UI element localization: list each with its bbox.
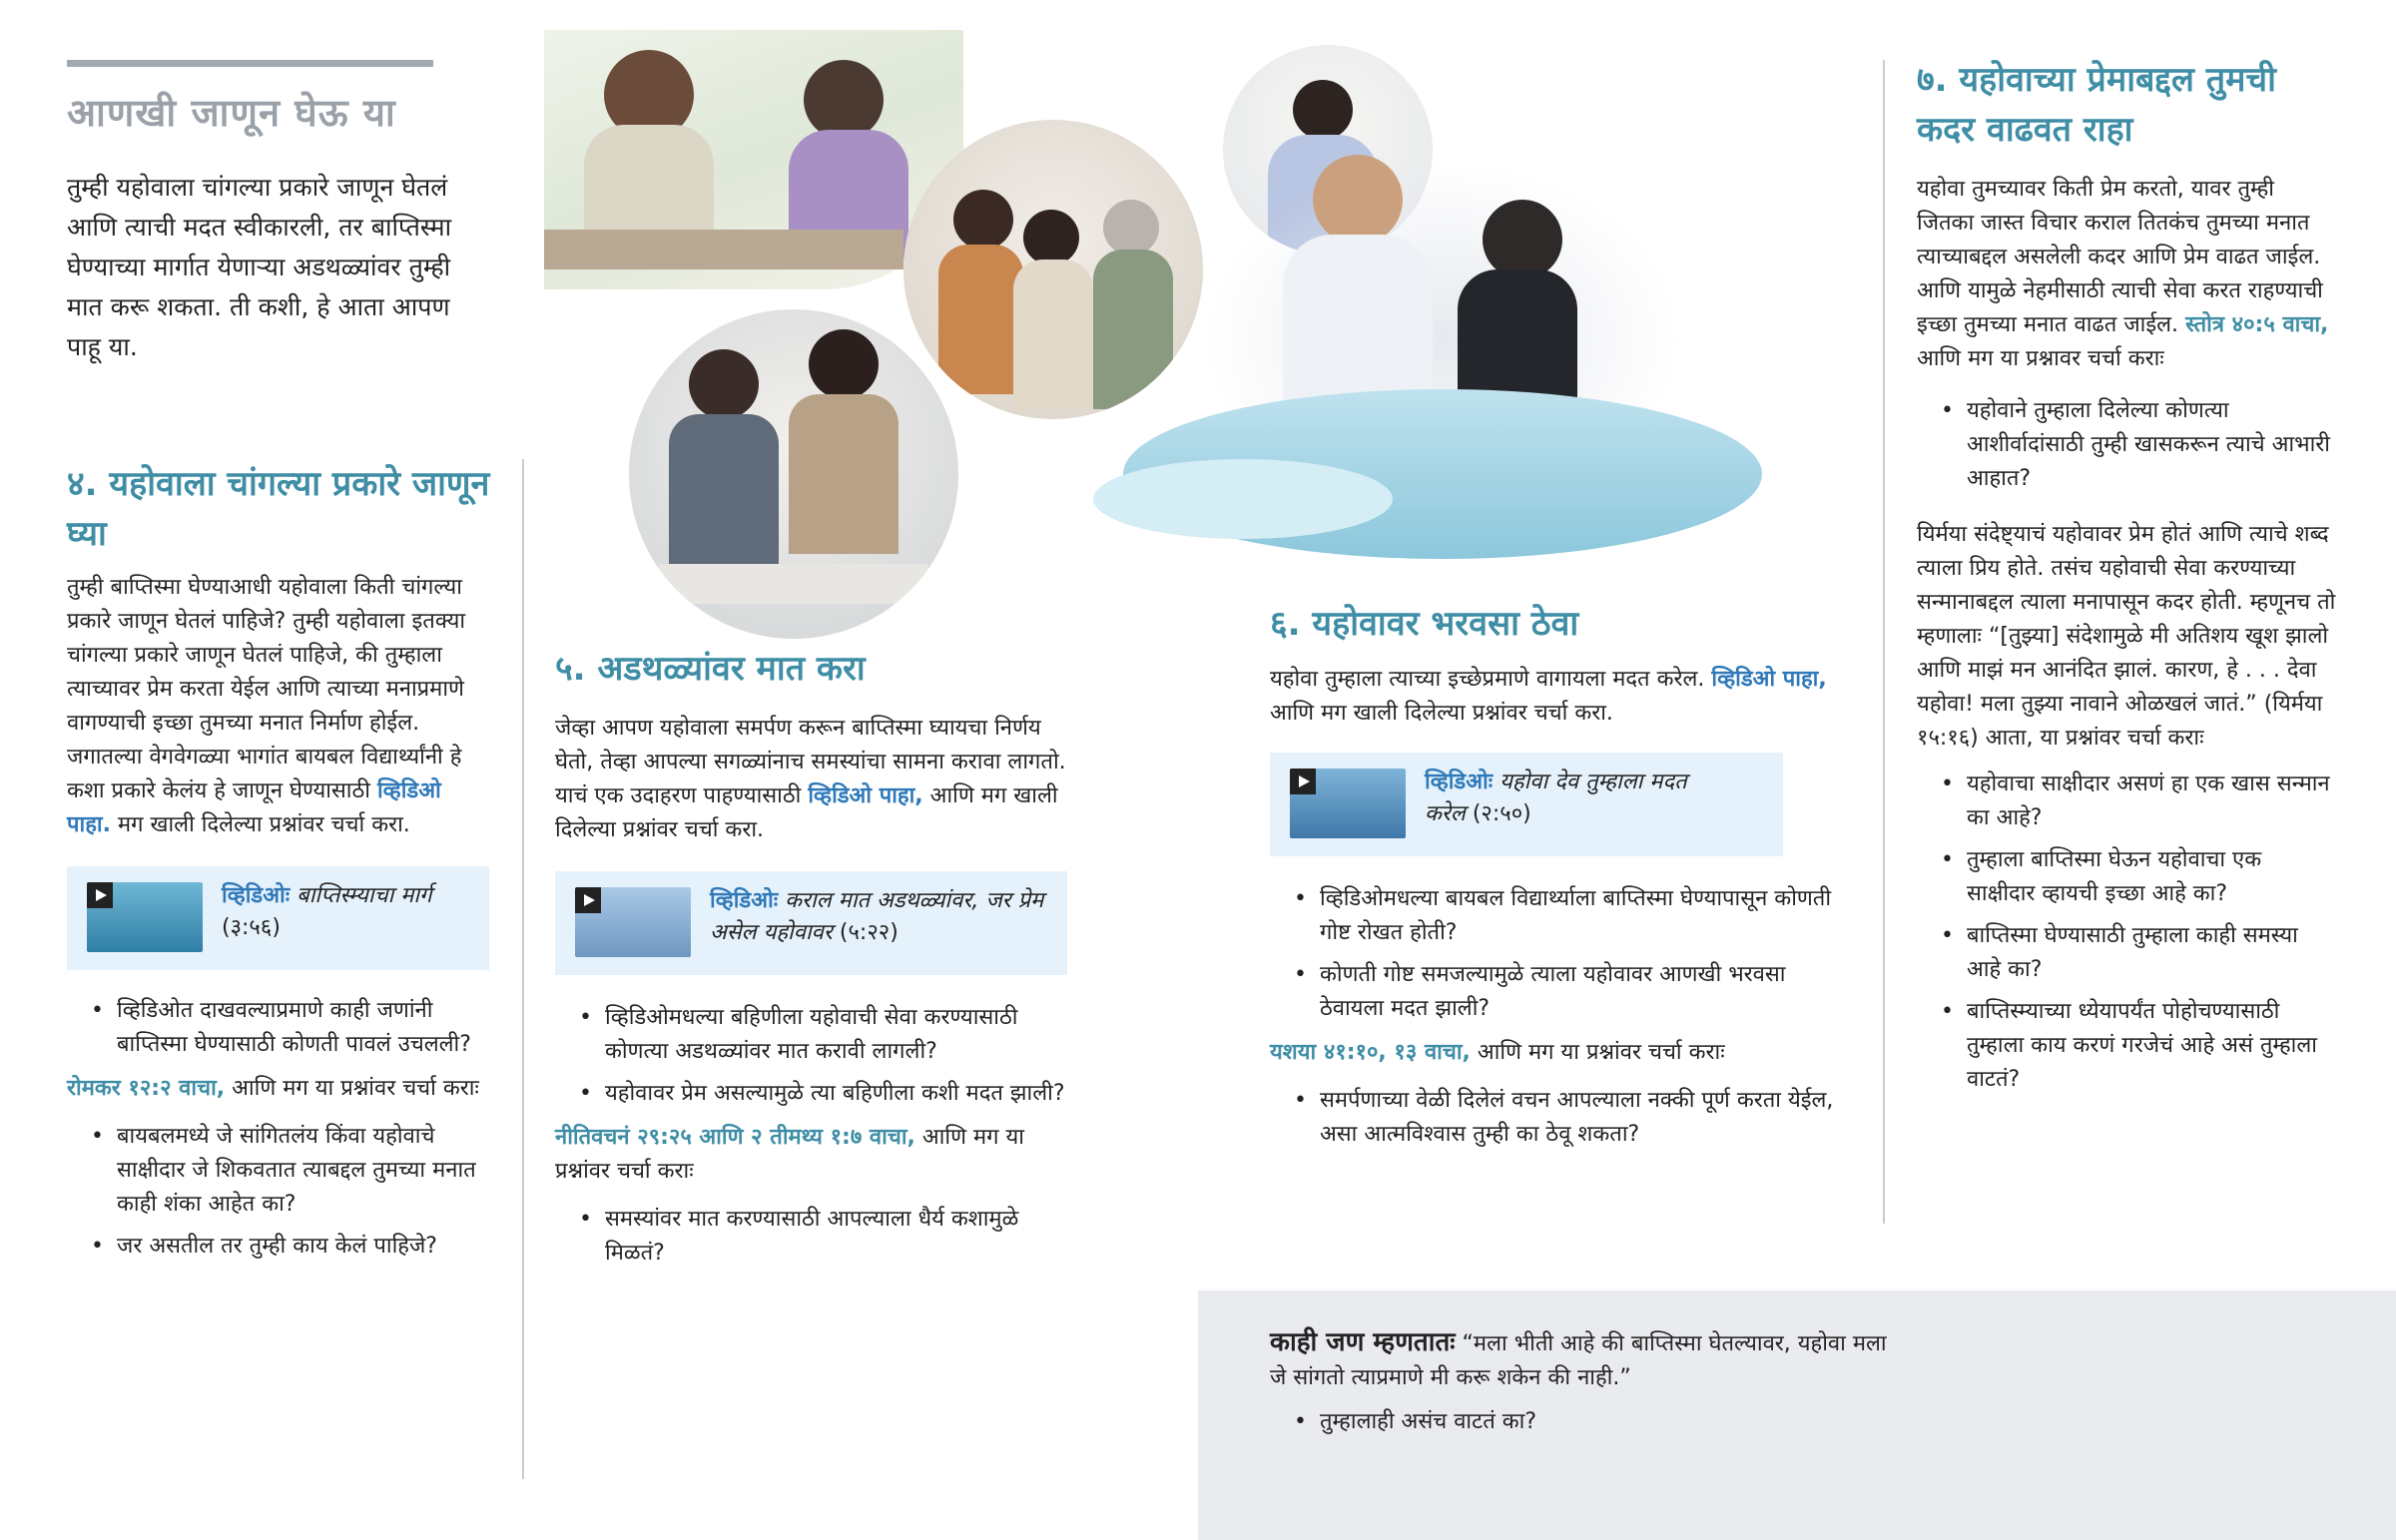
video-label: व्हिडिओः — [1425, 770, 1494, 794]
section-4-video-text — [222, 880, 471, 944]
some-say-quote: “मला भीती आहे की बाप्तिस्मा घेतल्यावर, यहोवा मला जे सांगतो त्याप्रमाणे मी करू शकेन की नाही.” — [1270, 1331, 1887, 1390]
play-icon[interactable] — [575, 887, 601, 913]
question-item: • व्हिडिओमधल्या बायबल विद्यार्थ्याला बाप्तिस्मा घेण्यापासून कोणती गोष्ट रोखत होती? — [1270, 882, 1849, 950]
section-7-questions-2 — [1917, 768, 2336, 1097]
section-5-title: ५. अडथळ्यांवर मात करा — [555, 649, 866, 689]
video-title: बाप्तिस्म्याचा मार्ग — [297, 883, 432, 908]
section-6-text: यहोवा तुम्हाला त्याच्या इच्छेप्रमाणे वागायला मदत करेल. — [1270, 667, 1705, 692]
some-say-content — [1270, 1325, 1909, 1447]
section-4-questions-1 — [67, 994, 491, 1062]
section-7-questions-1 — [1917, 394, 2336, 496]
video-title: यहोवा देव तुम्हाला मदत करेल — [1425, 770, 1687, 826]
illustration-collage — [544, 30, 1782, 609]
some-say-label: काही जण म्हणतातः — [1270, 1327, 1456, 1357]
section-5-text-after: आणि मग खाली दिलेल्या प्रश्नांवर चर्चा करा. — [555, 783, 1058, 842]
section-5-scripture-line — [555, 1121, 1079, 1189]
section-6-scripture-after: आणि मग या प्रश्नांवर चर्चा कराः — [1477, 1040, 1725, 1065]
section-7-title: ७. यहोवाच्या प्रेमाबद्दल तुमची कदर वाढवत राहा — [1917, 60, 2276, 150]
play-icon[interactable] — [1290, 769, 1316, 794]
section-4-questions-2 — [67, 1120, 491, 1264]
video-title: कराल मात अडथळ्यांवर, जर प्रेम असेल यहोवावर — [710, 888, 1044, 945]
section-4-scripture-line — [67, 1072, 491, 1106]
section-5-text: जेव्हा आपण यहोवाला समर्पण करून बाप्तिस्मा घ्यायचा निर्णय घेतो, तेव्हा आपल्या सगळ्यांनाच समस्यांचा सामना करावा लागतो. याचं एक उदाहरण पाहण्यासाठी — [555, 716, 1066, 808]
section-5-scripture[interactable]: नीतिवचनं २९:२५ आणि २ तीमथ्य १:७ वाचा, — [555, 1125, 915, 1150]
question-item: • जर असतील तर तुम्ही काय केलं पाहिजे? — [67, 1230, 491, 1264]
section-7-scripture-link[interactable]: स्तोत्र ४०:५ वाचा, — [2185, 312, 2329, 337]
section-4-scripture[interactable]: रोमकर १२:२ वाचा, — [67, 1076, 226, 1101]
video-label: व्हिडिओः — [710, 888, 779, 913]
question-item: • बाप्तिस्म्याच्या ध्येयापर्यंत पोहोचण्यासाठी तुम्हाला काय करणं गरजेचं आहे असं तुम्हाला वाटतं? — [1917, 995, 2336, 1097]
section-4-body — [67, 571, 491, 842]
section-6-questions-1 — [1270, 882, 1849, 1026]
section-6 — [1270, 599, 1849, 1160]
section-4 — [67, 459, 491, 1272]
section-7-paragraph-2 — [1917, 518, 2336, 756]
section-5-body — [555, 712, 1079, 847]
question-item: • यहोवाने तुम्हाला दिलेल्या कोणत्या आशीर्वादांसाठी तुम्ही खासकरून त्याचे आभारी आहात? — [1917, 394, 2336, 496]
section-4-text-after: मग खाली दिलेल्या प्रश्नांवर चर्चा करा. — [117, 812, 410, 837]
play-icon[interactable] — [87, 882, 113, 908]
section-6-scripture-line — [1270, 1036, 1849, 1070]
study-image — [544, 30, 963, 289]
section-7-text-after: आणि मग या प्रश्नावर चर्चा कराः — [1917, 346, 2164, 371]
section-5-questions-2 — [555, 1203, 1079, 1271]
question-item: • व्हिडिओमधल्या बहिणीला यहोवाची सेवा करण्यासाठी कोणत्या अडथळ्यांवर मात करावी लागली? — [555, 1001, 1079, 1069]
question-item: • तुम्हालाही असंच वाटतं का? — [1270, 1405, 1909, 1439]
section-5-questions-1 — [555, 1001, 1079, 1111]
section-6-body — [1270, 663, 1849, 731]
video-duration: (३:५६) — [222, 915, 281, 940]
intro-paragraph — [67, 168, 486, 367]
intro-text: तुम्ही यहोवाला चांगल्या प्रकारे जाणून घेतलं आणि त्याची मदत स्वीकारली, तर बाप्तिस्मा घेण्याच्या मार्गात येणाऱ्या अडथळ्यांवर तुम्ही मात करू शकता. ती कशी, हे आता आपण पाहू या. — [67, 173, 452, 361]
section-4-title: ४. यहोवाला चांगल्या प्रकारे जाणून घ्या — [67, 464, 490, 554]
some-say-text — [1270, 1325, 1909, 1395]
section-5-video-text — [710, 885, 1049, 949]
section-6-title: ६. यहोवावर भरवसा ठेवा — [1270, 604, 1579, 644]
section-5-video-card[interactable] — [555, 871, 1067, 975]
section-6-scripture[interactable]: यशया ४१:१०, १३ वाचा, — [1270, 1040, 1471, 1065]
section-7-body — [1917, 173, 2336, 376]
baptism-image — [1083, 140, 1782, 609]
question-item: • तुम्हाला बाप्तिस्मा घेऊन यहोवाचा एक साक्षीदार व्हायची इच्छा आहे का? — [1917, 843, 2336, 911]
intro-heading: आणखी जाणून घेऊ या — [67, 91, 396, 135]
section-6-questions-2 — [1270, 1084, 1849, 1152]
top-rule — [67, 60, 433, 67]
video-label: व्हिडिओः — [222, 883, 291, 908]
section-4-text: तुम्ही बाप्तिस्मा घेण्याआधी यहोवाला किती चांगल्या प्रकारे जाणून घेतलं पाहिजे? तुम्ही यहोवाला इतक्या चांगल्या प्रकारे जाणून घेतलं पाहिजे, की तुम्हाला त्याच्यावर प्रेम करता येईल आणि त्याच्या मनाप्रमाणे वागण्याची इच्छा तुमच्या मनात निर्माण होईल. जगातल्या वेगवेगळ्या भागांत बायबल विद्यार्थ्यांनी हे कशा प्रकारे केलंय हे जाणून घेण्यासाठी — [67, 575, 466, 803]
video-thumbnail[interactable] — [1290, 769, 1406, 838]
section-6-video-text — [1425, 767, 1724, 830]
workplace-circle-image — [629, 309, 958, 639]
video-duration: (२:५०) — [1472, 801, 1531, 826]
section-4-scripture-after: आणि मग या प्रश्नांवर चर्चा कराः — [232, 1076, 479, 1101]
section-6-video-card[interactable] — [1270, 753, 1783, 856]
question-item: • समर्पणाच्या वेळी दिलेलं वचन आपल्याला नक्की पूर्ण करता येईल, असा आत्मविश्वास तुम्ही का ठेवू शकता? — [1270, 1084, 1849, 1152]
question-item: • कोणती गोष्ट समजल्यामुळे त्याला यहोवावर आणखी भरवसा ठेवायला मदत झाली? — [1270, 958, 1849, 1026]
section-6-text-after: आणि मग खाली दिलेल्या प्रश्नांवर चर्चा करा. — [1270, 701, 1613, 726]
question-item: • बाप्तिस्मा घेण्यासाठी तुम्हाला काही समस्या आहे का? — [1917, 919, 2336, 987]
section-7 — [1917, 55, 2336, 1105]
video-thumbnail[interactable] — [87, 882, 203, 952]
video-duration: (५:२२) — [839, 920, 898, 945]
section-5 — [555, 644, 1079, 1279]
some-say-questions — [1270, 1405, 1909, 1439]
question-item: • व्हिडिओत दाखवल्याप्रमाणे काही जणांनी बाप्तिस्मा घेण्यासाठी कोणती पावलं उचलली? — [67, 994, 491, 1062]
section-4-video-link[interactable]: व्हिडिओ पाहा. — [67, 778, 441, 837]
video-thumbnail[interactable] — [575, 887, 691, 957]
section-7-paragraph-2-text: यिर्मया संदेष्ट्याचं यहोवावर प्रेम होतं आणि त्याचे शब्द त्याला प्रिय होते. तसंच यहोवाची सेवा करण्याच्या सन्मानाबद्दल त्याला मनापासून कदर होती. म्हणूनच तो म्हणालाः “[तुझ्या] संदेशामुळे मी अतिशय खूश झालो आणि माझं मन आनंदित झालं. कारण, हे . . . देवा यहोवा! मला तुझ्या नावाने ओळखलं जातं.” (यिर्मया १५:१६) आता, या प्रश्नांवर चर्चा कराः — [1917, 522, 2336, 751]
question-item: • समस्यांवर मात करण्यासाठी आपल्याला धैर्य कशामुळे मिळतं? — [555, 1203, 1079, 1271]
question-item: • यहोवाचा साक्षीदार असणं हा एक खास सन्मान का आहे? — [1917, 768, 2336, 835]
section-6-video-link[interactable]: व्हिडिओ पाहा, — [1711, 667, 1827, 692]
section-4-video-card[interactable] — [67, 866, 489, 970]
question-item: • यहोवावर प्रेम असल्यामुळे त्या बहिणीला कशी मदत झाली? — [555, 1077, 1079, 1111]
column-divider-3 — [1883, 60, 1885, 1224]
section-5-scripture-after: आणि मग या प्रश्नांवर चर्चा कराः — [555, 1125, 1024, 1184]
section-5-video-link[interactable]: व्हिडिओ पाहा, — [808, 783, 923, 808]
column-divider-1 — [522, 459, 524, 1479]
question-item: • बायबलमध्ये जे सांगितलंय किंवा यहोवाचे साक्षीदार जे शिकवतात त्याबद्दल तुमच्या मनात काही शंका आहेत का? — [67, 1120, 491, 1222]
section-7-text: यहोवा तुमच्यावर किती प्रेम करतो, यावर तुम्ही जितका जास्त विचार कराल तितकंच तुमच्या मनात त्याच्याबद्दल असलेली कदर आणि प्रेम वाढत जाईल. आणि यामुळे नेहमीसाठी त्याची सेवा करत राहण्याची इच्छा तुमच्या मनात वाढत जाईल. — [1917, 177, 2323, 337]
